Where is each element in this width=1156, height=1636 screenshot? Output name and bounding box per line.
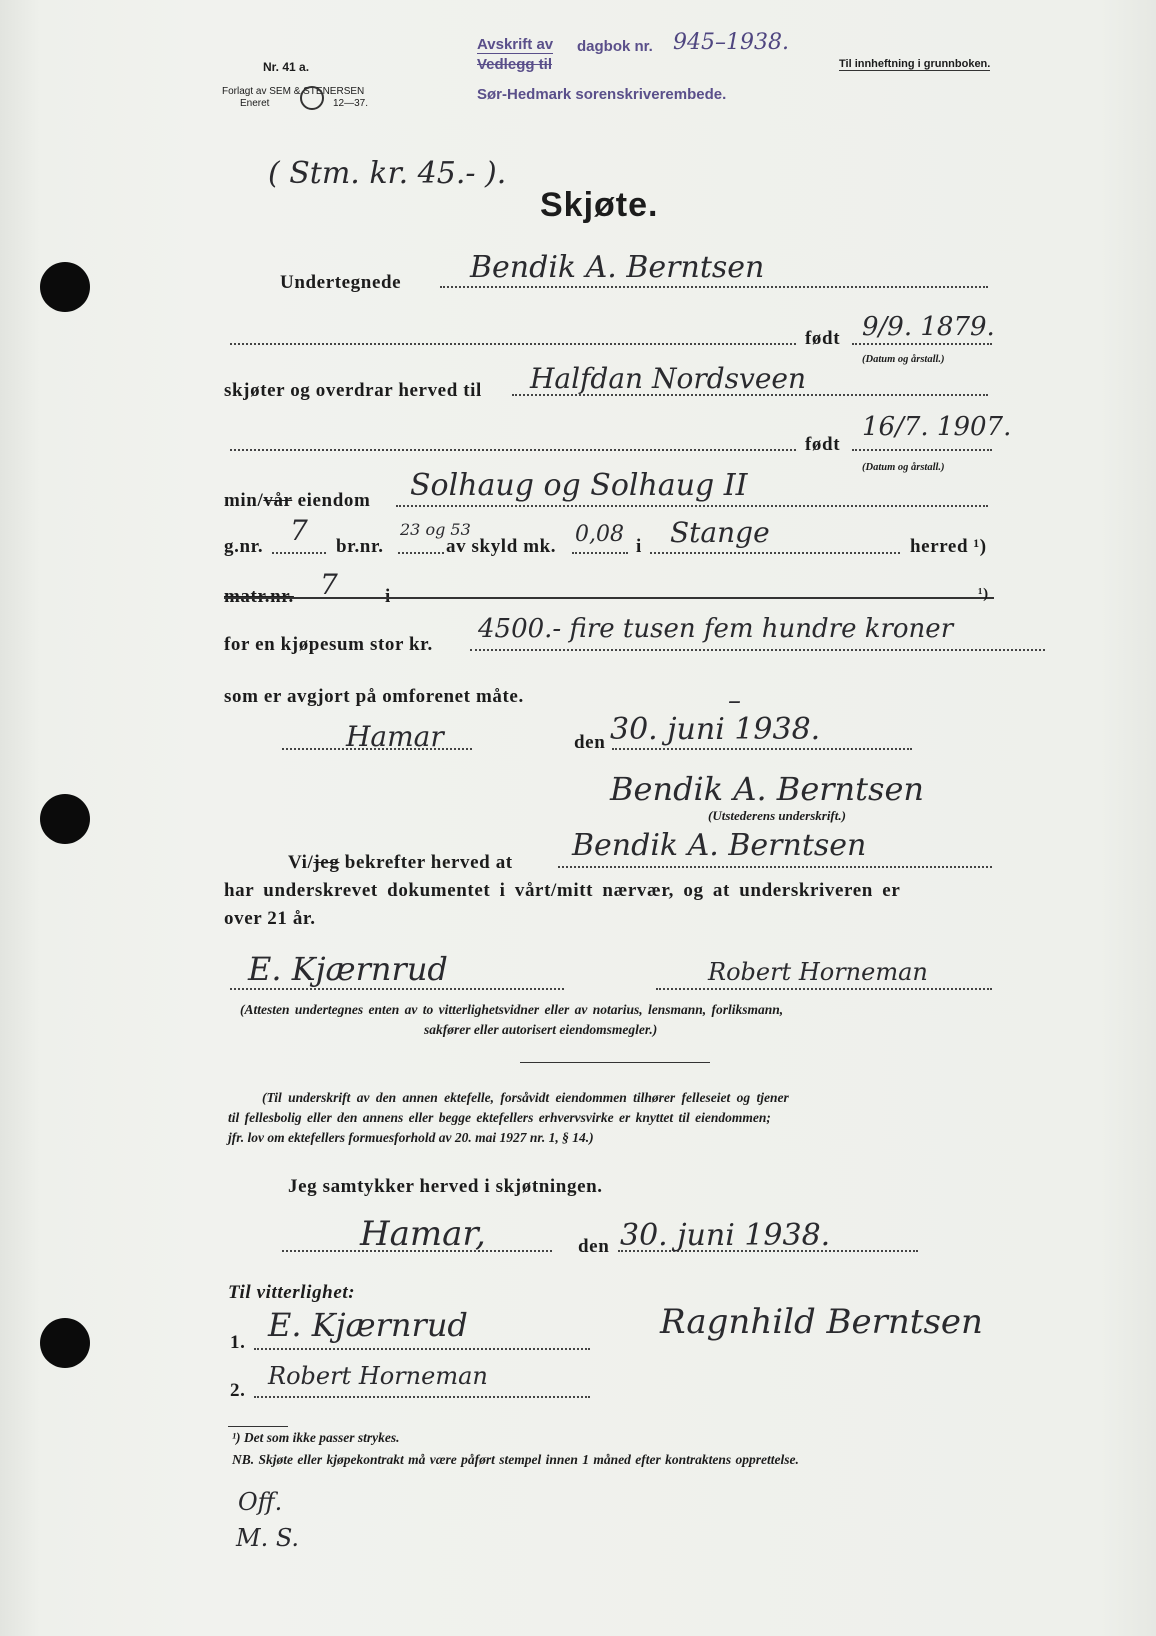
datum-hint-2: (Datum og årstall.) [862,462,945,473]
attest-note-line2: sakfører eller autorisert eiendomsmegler.) [424,1022,658,1037]
herred-line [650,552,900,554]
skyld-label: av skyld mk. [446,536,557,557]
witness1-signature: E. Kjærnrud [248,950,448,988]
vitne2-line [254,1396,590,1398]
undertegnede-line [440,286,988,288]
vitne1-line [254,1348,590,1350]
publisher-logo-icon [300,86,324,110]
skyld-value: 0,08 [575,522,624,547]
page-title: Skjøte. [540,186,659,224]
fodt1-label: født [805,328,841,349]
eiendom-line [396,505,988,507]
i-label: i [636,536,642,557]
margin-note-line1: Off. [238,1488,283,1516]
margin-note-line2: M. S. [236,1524,300,1552]
vitne2-number: 2. [230,1380,246,1401]
eiendom-label-var: vår [263,490,293,511]
gnr-label: g.nr. [224,536,264,557]
registry-note: Til innheftning i grunnboken. [839,58,991,70]
herred-label: herred ¹) [910,536,987,557]
form-number: Nr. 41 a. [263,60,310,74]
gnr-line [272,552,326,554]
punch-hole-top [40,262,90,312]
spouse-place-value: Hamar, [360,1214,486,1254]
skjoter-label: skjøter og overdrar herved til [224,380,482,401]
witness1-line [230,988,564,990]
vi-label-jeg: jeg [313,852,340,873]
date-value: 30. juni 1938. [610,712,821,747]
witness2-line [656,988,992,990]
fodt2-label: født [805,434,841,455]
undertegnede-value: Bendik A. Berntsen [470,250,765,285]
witness-line3: over 21 år. [224,908,316,929]
den-label: den [574,732,606,753]
kjopesum-value: 4500.- fire tusen fem hundre kroner [478,614,954,644]
stamp-dagbok-number: 945–1938. [673,30,789,55]
section-divider [520,1062,710,1063]
witness-line2: har underskrevet dokumentet i vårt/mitt nærvær, og at underskriveren er [224,880,901,901]
vitne2-signature: Robert Horneman [268,1362,488,1390]
issuer-signature-label: (Utstederens underskrift.) [708,808,846,823]
vitterlighet-label: Til vitterlighet: [228,1282,356,1303]
vi-line [558,866,992,868]
vi-value: Bendik A. Berntsen [572,828,867,863]
skyld-line [572,552,628,554]
kjopesum-line [470,649,1045,651]
stamp-office: Sør-Hedmark sorenskriverembede. [477,86,727,103]
vitne1-number: 1. [230,1332,246,1353]
matr-strike-line [224,597,994,599]
fodt2-value: 16/7. 1907. [862,412,1012,442]
fodt1-line [230,343,796,345]
vi-label-text: bekrefter herved at [339,852,513,873]
footnote-2: NB. Skjøte eller kjøpekontrakt må være påført stempel innen 1 måned efter kontraktens opprettelse. [232,1452,799,1467]
punch-hole-middle [40,794,90,844]
form-date: 12—37. [333,98,369,109]
matr-label: matr.nr. [224,586,294,607]
fodt2-line [230,449,796,451]
matr-value: 7 [320,568,338,601]
spouse-para-line2: til fellesbolig eller den annens eller begge ektefellers erhvervsvirke er knyttet til eiendommen; [228,1110,771,1125]
vi-label-vi: Vi/ [288,852,314,873]
date-line [612,748,912,750]
spouse-den-label: den [578,1236,610,1257]
eiendom-label-text: eiendom [292,490,371,511]
spouse-para-line3: jfr. lov om ektefellers formuesforhold av 20. mai 1927 nr. 1, § 14.) [228,1130,594,1145]
spouse-signature: Ragnhild Berntsen [660,1302,983,1342]
issuer-signature: Bendik A. Berntsen [610,770,924,808]
fodt1-value: 9/9. 1879. [862,312,995,342]
publisher-line [222,86,364,97]
stamp-dagbok-label: dagbok nr. [577,38,653,55]
place-value: Hamar [346,720,444,753]
publisher-eneret: Eneret [240,98,270,109]
brnr-line [398,552,444,554]
fodt1-value-line [852,343,992,345]
vitne1-signature: E. Kjærnrud [268,1306,468,1344]
stamp-duty-note: ( Stm. kr. 45.- ). [268,156,507,191]
brnr-label: br.nr. [336,536,384,557]
publisher-text: Forlagt av SEM & STENERSEN [222,86,365,97]
omforenet-text: som er avgjort på omforenet måte. [224,686,524,707]
undertegnede-label: Undertegnede [280,272,402,293]
punch-hole-bottom [40,1318,90,1368]
vi-label [288,852,513,874]
eiendom-label [224,490,370,512]
footnote-divider [228,1426,288,1427]
spouse-date-value: 30. juni 1938. [620,1218,831,1253]
omforenet-dash: – [728,686,741,716]
eiendom-label-min: min/ [224,490,264,511]
consent-text: Jeg samtykker herved i skjøtningen. [288,1176,603,1197]
buyer-value: Halfdan Nordsveen [530,362,807,395]
eiendom-value: Solhaug og Solhaug II [410,468,748,503]
witness2-signature: Robert Horneman [708,958,928,986]
stamp-vedlegg: Vedlegg til [477,56,553,73]
kjopesum-label: for en kjøpesum stor kr. [224,634,433,655]
matr-footref: ¹) [978,586,989,602]
matr-i: i [385,586,391,607]
fodt2-value-line [852,449,992,451]
stamp-avskrift: Avskrift av [477,36,554,53]
herred-value: Stange [670,516,770,549]
attest-note-line1: (Attesten undertegnes enten av to vitterlighetsvidner eller av notarius, lensmann, forliksmann, [240,1002,784,1017]
gnr-value: 7 [290,514,308,547]
footnote-1: ¹) Det som ikke passer strykes. [232,1430,400,1445]
datum-hint-1: (Datum og årstall.) [862,354,945,365]
spouse-para-line1: (Til underskrift av den annen ektefelle, forsåvidt eiendommen tilhører felleseiet og tjener [262,1090,789,1105]
brnr-value: 23 og 53 [400,520,471,539]
